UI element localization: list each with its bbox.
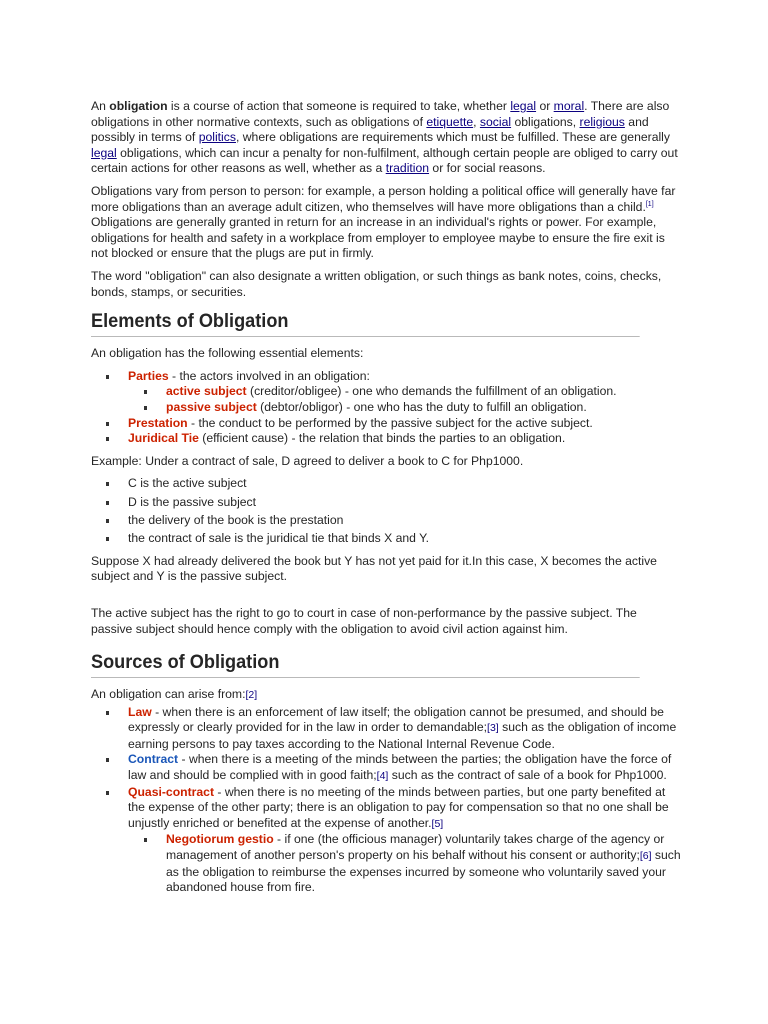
text: - if one (the officious manager) voluntarily takes charge of the agency or management of another person's property on his behalf without his consent or authority; <box>166 832 665 863</box>
list-item: C is the active subject <box>128 476 681 492</box>
reference-3[interactable]: [3] <box>487 722 499 735</box>
list-item-active-subject <box>166 384 681 400</box>
term-active-subject: active subject <box>166 384 247 399</box>
reference-5[interactable]: [5] <box>431 817 444 830</box>
heading-sources-of-obligation: Sources of Obligation <box>91 651 640 678</box>
text: such as the contract of sale of a book for Php1000. <box>388 768 667 783</box>
list-item-passive-subject <box>166 400 681 416</box>
list-item-prestation <box>128 416 681 432</box>
active-subject-right-paragraph: The active subject has the right to go to court in case of non-performance by the passive subject. The passive subject should hence comply with the obligation to avoid civil action against him. <box>91 605 637 636</box>
list-item: the delivery of the book is the prestation <box>128 513 681 529</box>
term-passive-subject: passive subject <box>166 399 257 414</box>
text: (creditor/obligee) - one who demands the fulfillment of an obligation. <box>246 384 617 399</box>
text: - when there is an enforcement of law itself; the obligation cannot be presumed, and should be expressly or clearly provided for in the law in order to demandable; <box>128 704 664 735</box>
list-item-contract <box>128 752 681 784</box>
text: , <box>473 114 480 129</box>
link-politics[interactable]: politics <box>198 130 236 145</box>
list-item-negotiorum-gestio <box>166 832 681 895</box>
heading-elements-of-obligation: Elements of Obligation <box>91 310 640 337</box>
text: (efficient cause) - the relation that binds the parties to an obligation. <box>198 431 566 446</box>
text: and possibly in terms of <box>91 114 649 145</box>
elements-list <box>91 369 681 447</box>
term-parties: Parties <box>128 368 169 383</box>
intro-paragraph-3: The word "obligation" can also designate a written obligation, or such things as bank notes, coins, checks, bonds, stamps, or securities. <box>91 268 662 299</box>
term-juridical-tie: Juridical Tie <box>128 431 199 446</box>
link-legal-2[interactable]: legal <box>91 145 117 160</box>
term-quasi-contract: Quasi-contract <box>128 784 215 799</box>
text: or <box>536 99 554 113</box>
link-etiquette[interactable]: etiquette <box>426 114 474 129</box>
article-body <box>91 99 681 903</box>
link-social[interactable]: social <box>479 114 512 129</box>
term-contract: Contract <box>128 752 179 767</box>
reference-6[interactable]: [6] <box>639 850 652 863</box>
term-negotiorum-gestio: Negotiorum gestio <box>166 832 274 847</box>
text: or for social reasons. <box>429 161 546 176</box>
term-prestation: Prestation <box>128 415 188 430</box>
intro-paragraph-1 <box>91 99 681 177</box>
text: , where obligations are requirements which must be fulfilled. These are generally <box>235 130 670 145</box>
text: such as the obligation to reimburse the expenses incurred by someone who voluntarily saved your abandoned house from fire. <box>166 848 681 895</box>
text: - the actors involved in an obligation: <box>168 368 370 383</box>
list-item-law <box>128 705 681 753</box>
term-law: Law <box>128 704 152 719</box>
suppose-paragraph: Suppose X had already delivered the book but Y has not yet paid for it.In this case, X becomes the active subject and Y is the passive subject. <box>91 553 657 584</box>
term-obligation: obligation <box>109 99 168 113</box>
example-paragraph: Example: Under a contract of sale, D agreed to deliver a book to C for Php1000. <box>91 453 524 468</box>
text: An obligation can arise from: <box>91 687 246 702</box>
list-item-quasi-contract <box>128 785 681 896</box>
sources-list <box>91 705 681 896</box>
text: obligations, which can incur a penalty for non-fulfilment, although certain people are obliged to carry out certain actions for other reasons as well, whether as a <box>91 145 678 176</box>
text: . There are also obligations in other normative contexts, such as obligations of <box>91 99 670 129</box>
list-item-parties <box>128 369 681 416</box>
sources-lead <box>91 687 681 704</box>
elements-lead: An obligation has the following essential elements: <box>91 346 364 361</box>
quasi-contract-sublist <box>128 832 681 895</box>
list-item: D is the passive subject <box>128 495 681 511</box>
text: Obligations vary from person to person: for example, a person holding a political office will generally have far more obligations than an average adult citizen, who themselves will have more obligations than a child. <box>91 183 676 214</box>
text: Obligations are generally granted in return for an increase in an individual's rights or power. For example, obligations for health and safety in a workplace from employer to employee maybe to ensure the fire exit is not blocked or ensure that the plugs are put in firmly. <box>91 215 665 261</box>
link-religious[interactable]: religious <box>579 114 625 129</box>
reference-1[interactable]: [1] <box>645 200 654 208</box>
text: is a course of action that someone is required to take, whether <box>167 99 511 113</box>
text: - when there is no meeting of the minds between parties, but one party benefited at the expense of the other party; there is an obligation to pay for compensation so that no one shall be unjustly enriched or benefited at the expense of another. <box>128 784 669 830</box>
link-moral[interactable]: moral <box>553 99 585 113</box>
intro-paragraph-2 <box>91 184 681 262</box>
spacer <box>91 592 681 606</box>
list-item-juridical-tie <box>128 431 681 447</box>
text: - when there is a meeting of the minds between the parties; the obligation have the force of law and should be complied with in good faith; <box>128 752 672 783</box>
text: such as the obligation of income earning persons to pay taxes according to the National Internal Revenue Code. <box>128 720 677 751</box>
parties-sublist <box>128 384 681 415</box>
link-tradition[interactable]: tradition <box>385 161 430 176</box>
text: - the conduct to be performed by the passive subject for the active subject. <box>187 415 593 430</box>
text: An <box>91 99 110 113</box>
text: (debtor/obligor) - one who has the duty to fulfill an obligation. <box>256 399 587 414</box>
link-legal[interactable]: legal <box>510 99 537 113</box>
list-item: the contract of sale is the juridical tie that binds X and Y. <box>128 531 681 547</box>
example-list <box>91 476 681 546</box>
reference-4[interactable]: [4] <box>376 770 389 783</box>
text: obligations, <box>511 114 580 129</box>
reference-2[interactable]: [2] <box>245 689 258 702</box>
